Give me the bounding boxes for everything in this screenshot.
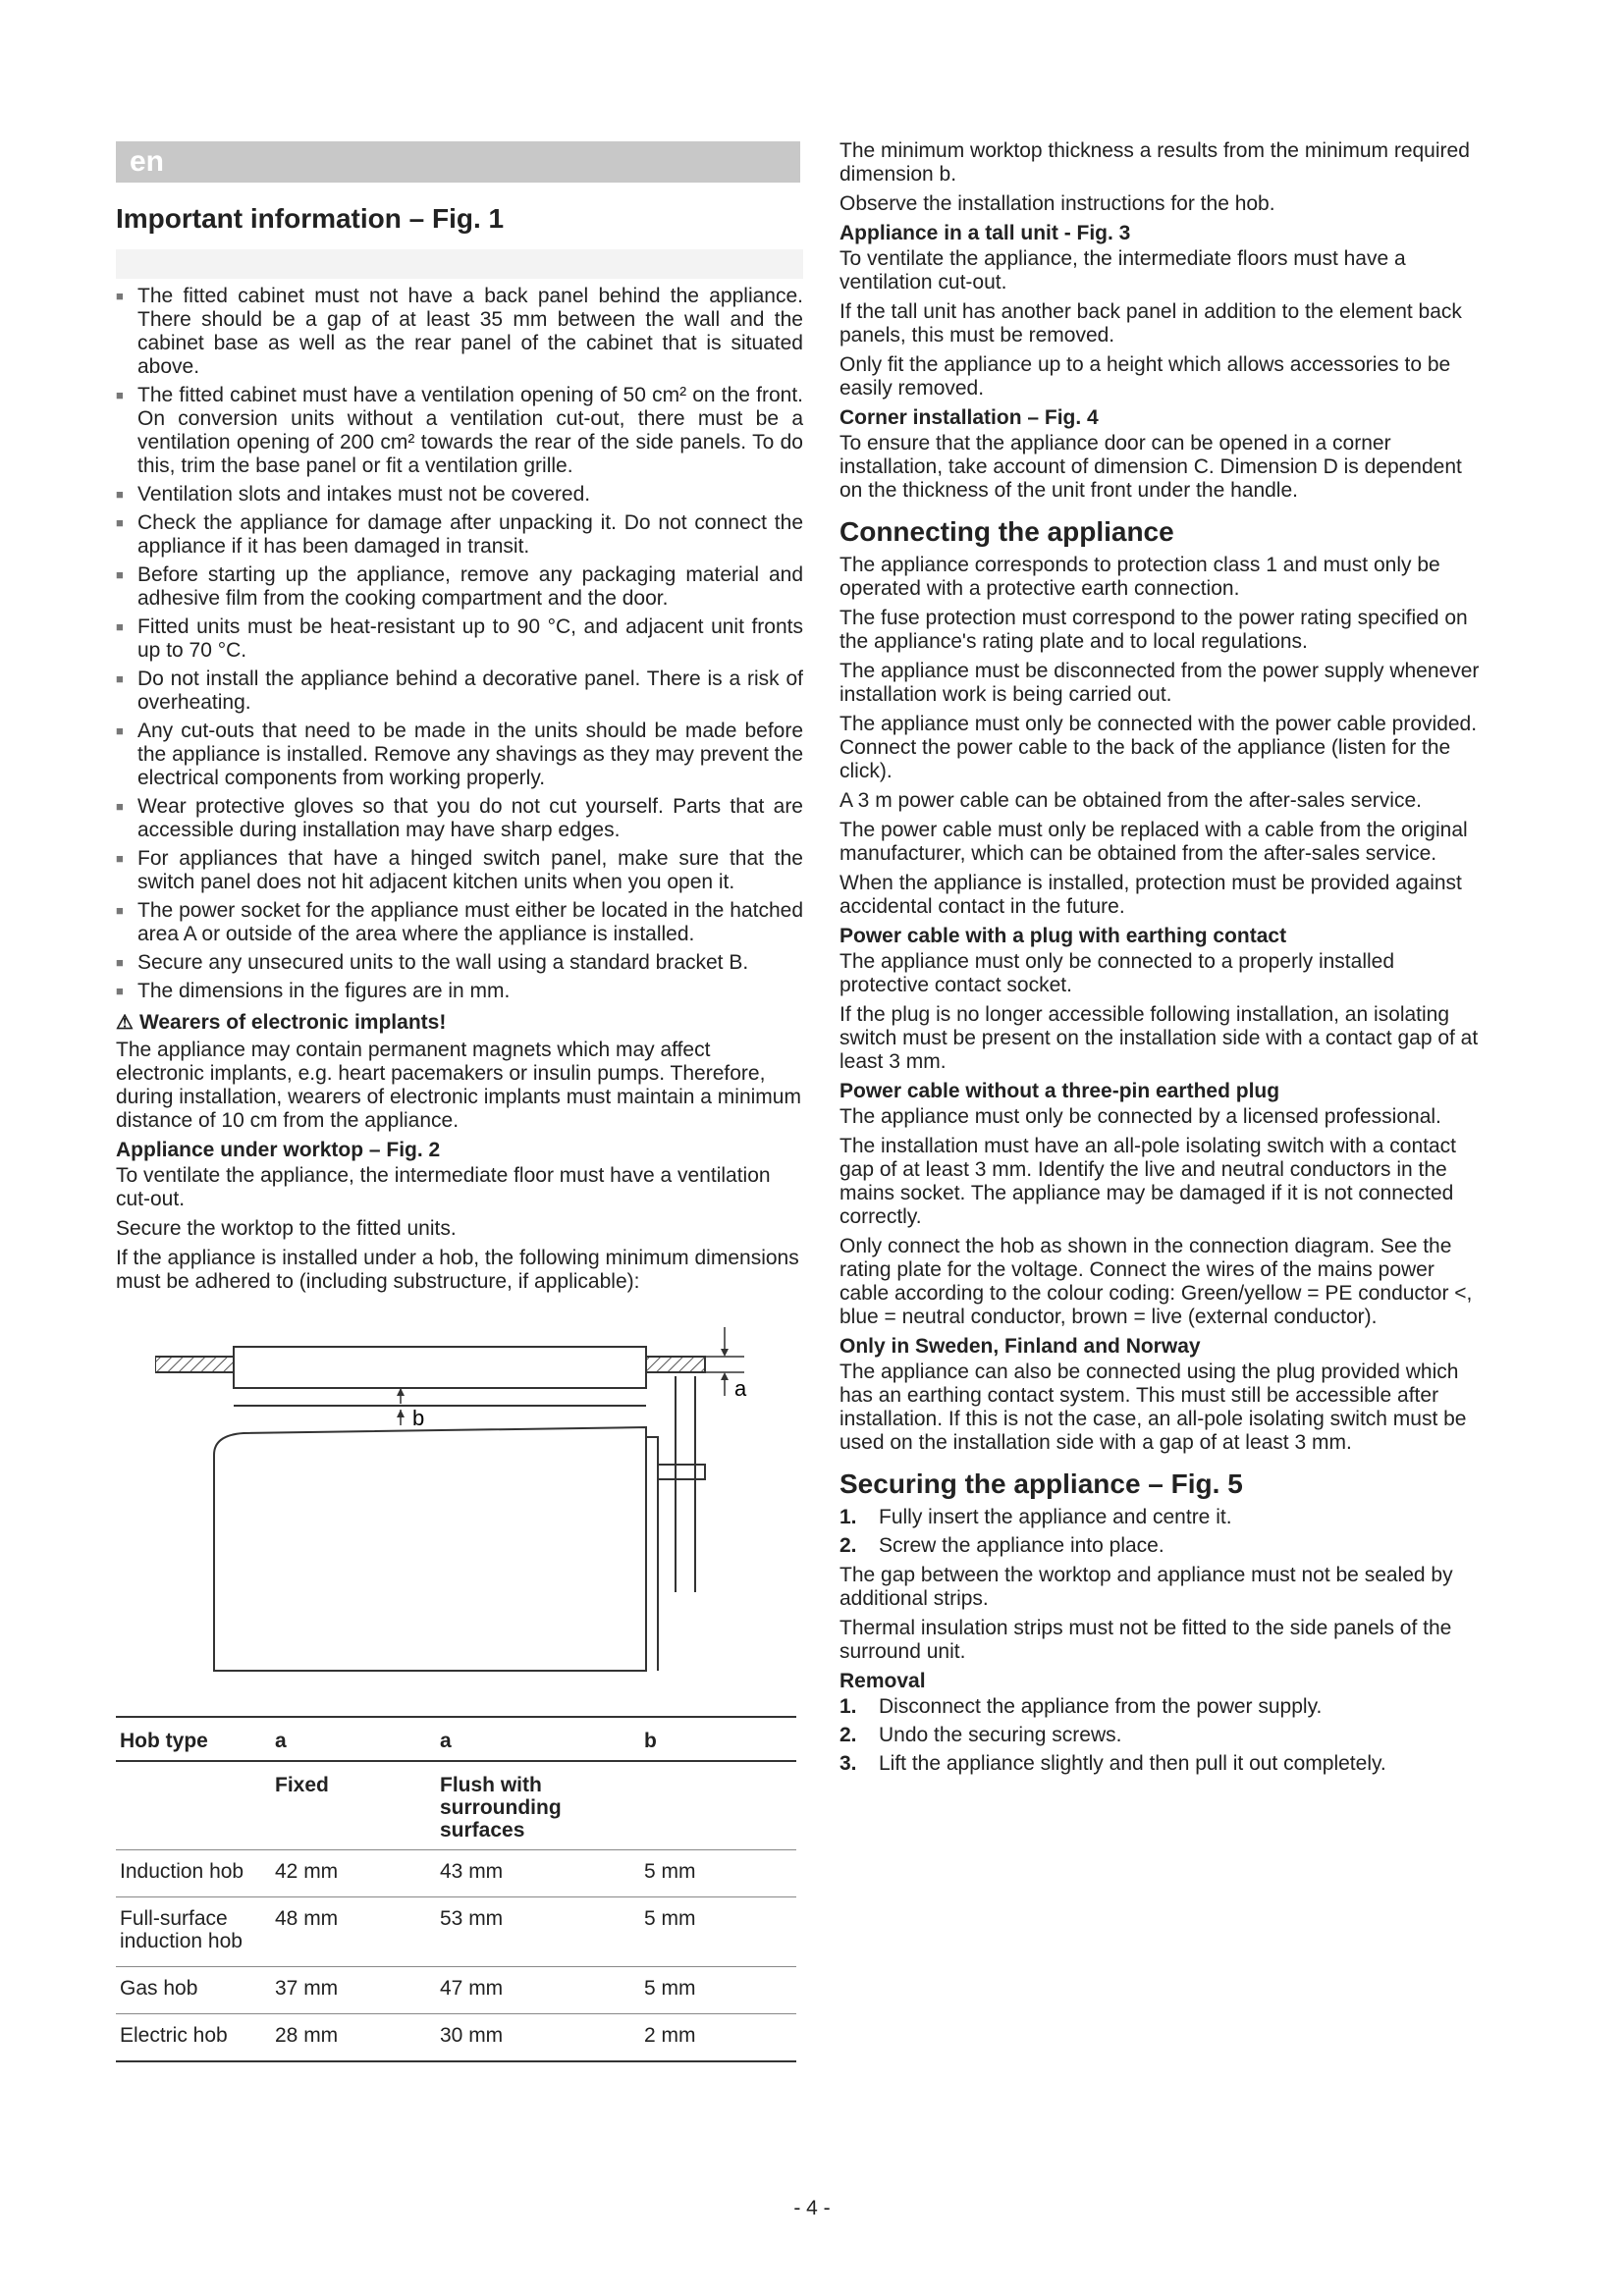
- bullet-item: ■ The fitted cabinet must have a ventilation opening of 50 cm² on the front. On conversion units without a ventilation cut-out, there must be a ventilation opening of 200 cm² towards the rear of the side panels. To do this, trim the base panel or fit a ventilation grille.: [116, 384, 803, 478]
- step-text: Fully insert the appliance and centre it.: [879, 1506, 1232, 1528]
- plug-p2: If the plug is no longer accessible following installation, an isolating switch must be present on the installation side with a contact gap of at least 3 mm.: [839, 1003, 1479, 1073]
- tall-unit-p3: Only fit the appliance up to a height which allows accessories to be easily removed.: [839, 353, 1451, 400]
- step-text: Lift the appliance slightly and then pull it out completely.: [879, 1752, 1386, 1775]
- under-worktop-p2: Secure the worktop to the fitted units.: [116, 1217, 457, 1240]
- tall-unit-p1: To ventilate the appliance, the intermediate floors must have a ventilation cut-out.: [839, 247, 1406, 294]
- dimension-label-b: b: [412, 1406, 425, 1430]
- warning-heading: [116, 1011, 803, 1035]
- step-number: 3.: [839, 1752, 857, 1775]
- removal-steps: [839, 1695, 1488, 1776]
- step-text: Screw the appliance into place.: [879, 1534, 1164, 1557]
- dimension-arrowhead: [721, 1349, 729, 1357]
- connect-p7: When the appliance is installed, protection must be provided against accidental contact in the future.: [839, 872, 1462, 918]
- table-header-cell: Fixed: [271, 1761, 436, 1850]
- hob-dimensions-table: [116, 1716, 796, 2062]
- bullet-item: ■ The dimensions in the figures are in mm.: [116, 980, 803, 1003]
- warning-title: Wearers of electronic implants!: [138, 1011, 447, 1034]
- step-number: 2.: [839, 1534, 857, 1557]
- noplug-p1: The appliance must only be connected by a licensed professional.: [839, 1105, 1441, 1128]
- securing-title: Securing the appliance – Fig. 5: [839, 1468, 1243, 1499]
- min-worktop-text: The minimum worktop thickness a results from the minimum required dimension b.: [839, 139, 1470, 186]
- bullet-item: ■ Secure any unsecured units to the wall using a standard bracket B.: [116, 951, 803, 975]
- tall-unit-p2: If the tall unit has another back panel in addition to the element back panels, this must be removed.: [839, 300, 1462, 347]
- table-header-cell: a: [436, 1717, 640, 1761]
- connect-p1: The appliance corresponds to protection class 1 and must only be operated with a protective earth connection.: [839, 554, 1440, 600]
- observe-text: Observe the installation instructions for the hob.: [839, 192, 1275, 215]
- language-tab: [116, 141, 800, 183]
- table-row: [116, 1897, 796, 1967]
- list-item: [839, 1724, 1488, 1747]
- nordic-text: The appliance can also be connected using the plug provided which has an earthing contact system. This must still be accessible after installation. If this is not the case, an all-pole isolating switch must be used on the installation side with a gap of at least 3 mm.: [839, 1361, 1467, 1454]
- table-cell: 30 mm: [436, 2014, 640, 2062]
- corner-title: Corner installation – Fig. 4: [839, 406, 1099, 429]
- bullet-item: ■ Fitted units must be heat-resistant up to 90 °C, and adjacent unit fronts up to 70 °C.: [116, 615, 803, 663]
- bullet-item: ■ For appliances that have a hinged switch panel, make sure that the switch panel does not hit adjacent kitchen units when you open it.: [116, 847, 803, 894]
- table-header-row: [116, 1717, 796, 1761]
- table-header-cell: a: [271, 1717, 436, 1761]
- table-cell: Full-surface induction hob: [116, 1897, 271, 1967]
- under-worktop-title: Appliance under worktop – Fig. 2: [116, 1139, 441, 1161]
- page-number: - 4 -: [793, 2197, 831, 2219]
- dimension-arrowhead: [397, 1410, 405, 1417]
- noplug-p3: Only connect the hob as shown in the connection diagram. See the rating plate for the voltage. Connect the wires of the mains power cable according to the colour coding: Green/yellow = PE conductor <, blue = neutral conductor, brown = live (external conductor).: [839, 1235, 1473, 1328]
- important-bullets: [116, 285, 803, 1003]
- list-item: [839, 1695, 1488, 1719]
- securing-steps: [839, 1506, 1488, 1558]
- table-header-cell: Hob type: [116, 1717, 271, 1761]
- table-cell: 5 mm: [640, 1897, 796, 1967]
- table-cell: 37 mm: [271, 1967, 436, 2014]
- under-worktop-p1: To ventilate the appliance, the intermediate floor must have a ventilation cut-out.: [116, 1164, 771, 1210]
- table-row: [116, 2014, 796, 2062]
- oven-handle: [658, 1465, 705, 1479]
- divider-bar: [116, 249, 803, 279]
- connect-p2: The fuse protection must correspond to the power rating specified on the appliance's rating plate and to local regulations.: [839, 607, 1468, 653]
- nordic-title: Only in Sweden, Finland and Norway: [839, 1335, 1201, 1358]
- table-header-cell: [116, 1761, 271, 1850]
- warning-icon: ⚠: [116, 1012, 134, 1034]
- table-cell: Electric hob: [116, 2014, 271, 2062]
- installation-diagram: [155, 1317, 764, 1700]
- list-item: [839, 1752, 1488, 1776]
- bullet-item: ■ Any cut-outs that need to be made in the units should be made before the appliance is installed. Remove any shavings as they may prevent the electrical components from working properly.: [116, 720, 803, 790]
- bullet-item: ■ Do not install the appliance behind a decorative panel. There is a risk of overheating.: [116, 667, 803, 715]
- bullet-item: ■ Ventilation slots and intakes must not be covered.: [116, 483, 803, 507]
- bullet-item: ■ Wear protective gloves so that you do not cut yourself. Parts that are accessible during installation may have sharp edges.: [116, 795, 803, 842]
- corner-text: To ensure that the appliance door can be opened in a corner installation, take account of dimension C. Dimension D is dependent on the thickness of the unit front under the handle.: [839, 432, 1462, 502]
- table-subheader-row: [116, 1761, 796, 1850]
- table-header-cell: [640, 1761, 796, 1850]
- table-cell: Gas hob: [116, 1967, 271, 2014]
- bullet-item: ■ Check the appliance for damage after unpacking it. Do not connect the appliance if it has been damaged in transit.: [116, 511, 803, 559]
- tall-unit-title: Appliance in a tall unit - Fig. 3: [839, 222, 1131, 244]
- table-cell: Induction hob: [116, 1850, 271, 1897]
- table-cell: 47 mm: [436, 1967, 640, 2014]
- table-header-cell: Flush with surrounding surfaces: [436, 1761, 640, 1850]
- noplug-title: Power cable without a three-pin earthed plug: [839, 1080, 1280, 1102]
- table-cell: 28 mm: [271, 2014, 436, 2062]
- removal-title: Removal: [839, 1670, 926, 1692]
- table-cell: 5 mm: [640, 1850, 796, 1897]
- table-cell: 42 mm: [271, 1850, 436, 1897]
- oven-door: [646, 1437, 658, 1671]
- table-cell: 2 mm: [640, 2014, 796, 2062]
- bullet-item: ■ Before starting up the appliance, remove any packaging material and adhesive film from the cooking compartment and the door.: [116, 563, 803, 611]
- dimension-arrowhead: [721, 1372, 729, 1380]
- securing-p1: The gap between the worktop and appliance must not be sealed by additional strips.: [839, 1564, 1453, 1610]
- connecting-title: Connecting the appliance: [839, 516, 1174, 547]
- right-column: [839, 139, 1488, 1782]
- table-row: [116, 1967, 796, 2014]
- hob-shape: [234, 1347, 646, 1388]
- connect-p6: The power cable must only be replaced with a cable from the original manufacturer, which can be obtained from the after-sales service.: [839, 819, 1468, 865]
- bullet-item: ■ The fitted cabinet must not have a back panel behind the appliance. There should be a gap of at least 35 mm between the wall and the cabinet base as well as the rear panel of the cabinet that is situated above.: [116, 285, 803, 379]
- table-header-cell: b: [640, 1717, 796, 1761]
- bullet-item: ■ The power socket for the appliance must either be located in the hatched area A or outside of the area where the appliance is installed.: [116, 899, 803, 946]
- step-text: Disconnect the appliance from the power supply.: [879, 1695, 1323, 1718]
- left-column: [116, 141, 803, 2062]
- plug-p1: The appliance must only be connected to a properly installed protective contact socket.: [839, 950, 1395, 996]
- dimension-label-a: a: [734, 1376, 747, 1401]
- step-number: 1.: [839, 1506, 857, 1528]
- connect-p4: The appliance must only be connected with the power cable provided. Connect the power cable to the back of the appliance (listen for the click).: [839, 713, 1478, 782]
- table-cell: 53 mm: [436, 1897, 640, 1967]
- dimension-arrowhead: [397, 1388, 405, 1396]
- list-item: [839, 1506, 1488, 1529]
- table-row: [116, 1850, 796, 1897]
- connect-p3: The appliance must be disconnected from the power supply whenever installation work is being carried out.: [839, 660, 1480, 706]
- under-worktop-p3: If the appliance is installed under a hob, the following minimum dimensions must be adhered to (including substructure, if applicable):: [116, 1247, 799, 1293]
- list-item: [839, 1534, 1488, 1558]
- step-number: 1.: [839, 1695, 857, 1718]
- section-title-important: Important information – Fig. 1: [116, 203, 505, 234]
- step-text: Undo the securing screws.: [879, 1724, 1122, 1746]
- noplug-p2: The installation must have an all-pole isolating switch with a contact gap of at least 3 mm. Identify the live and neutral conductors in the mains socket. The appliance may be damaged if it is not connected correctly.: [839, 1135, 1456, 1228]
- step-number: 2.: [839, 1724, 857, 1746]
- connect-p5: A 3 m power cable can be obtained from the after-sales service.: [839, 789, 1422, 812]
- table-cell: 48 mm: [271, 1897, 436, 1967]
- table-cell: 43 mm: [436, 1850, 640, 1897]
- language-code: en: [130, 145, 165, 178]
- securing-p2: Thermal insulation strips must not be fitted to the side panels of the surround unit.: [839, 1617, 1452, 1663]
- plug-title: Power cable with a plug with earthing contact: [839, 925, 1287, 947]
- warning-text: The appliance may contain permanent magnets which may affect electronic implants, e.g. heart pacemakers or insulin pumps. Therefore, during installation, wearers of electronic implants must maintain a minimum distance of 10 cm from the appliance.: [116, 1039, 801, 1132]
- table-cell: 5 mm: [640, 1967, 796, 2014]
- oven-body: [214, 1427, 646, 1671]
